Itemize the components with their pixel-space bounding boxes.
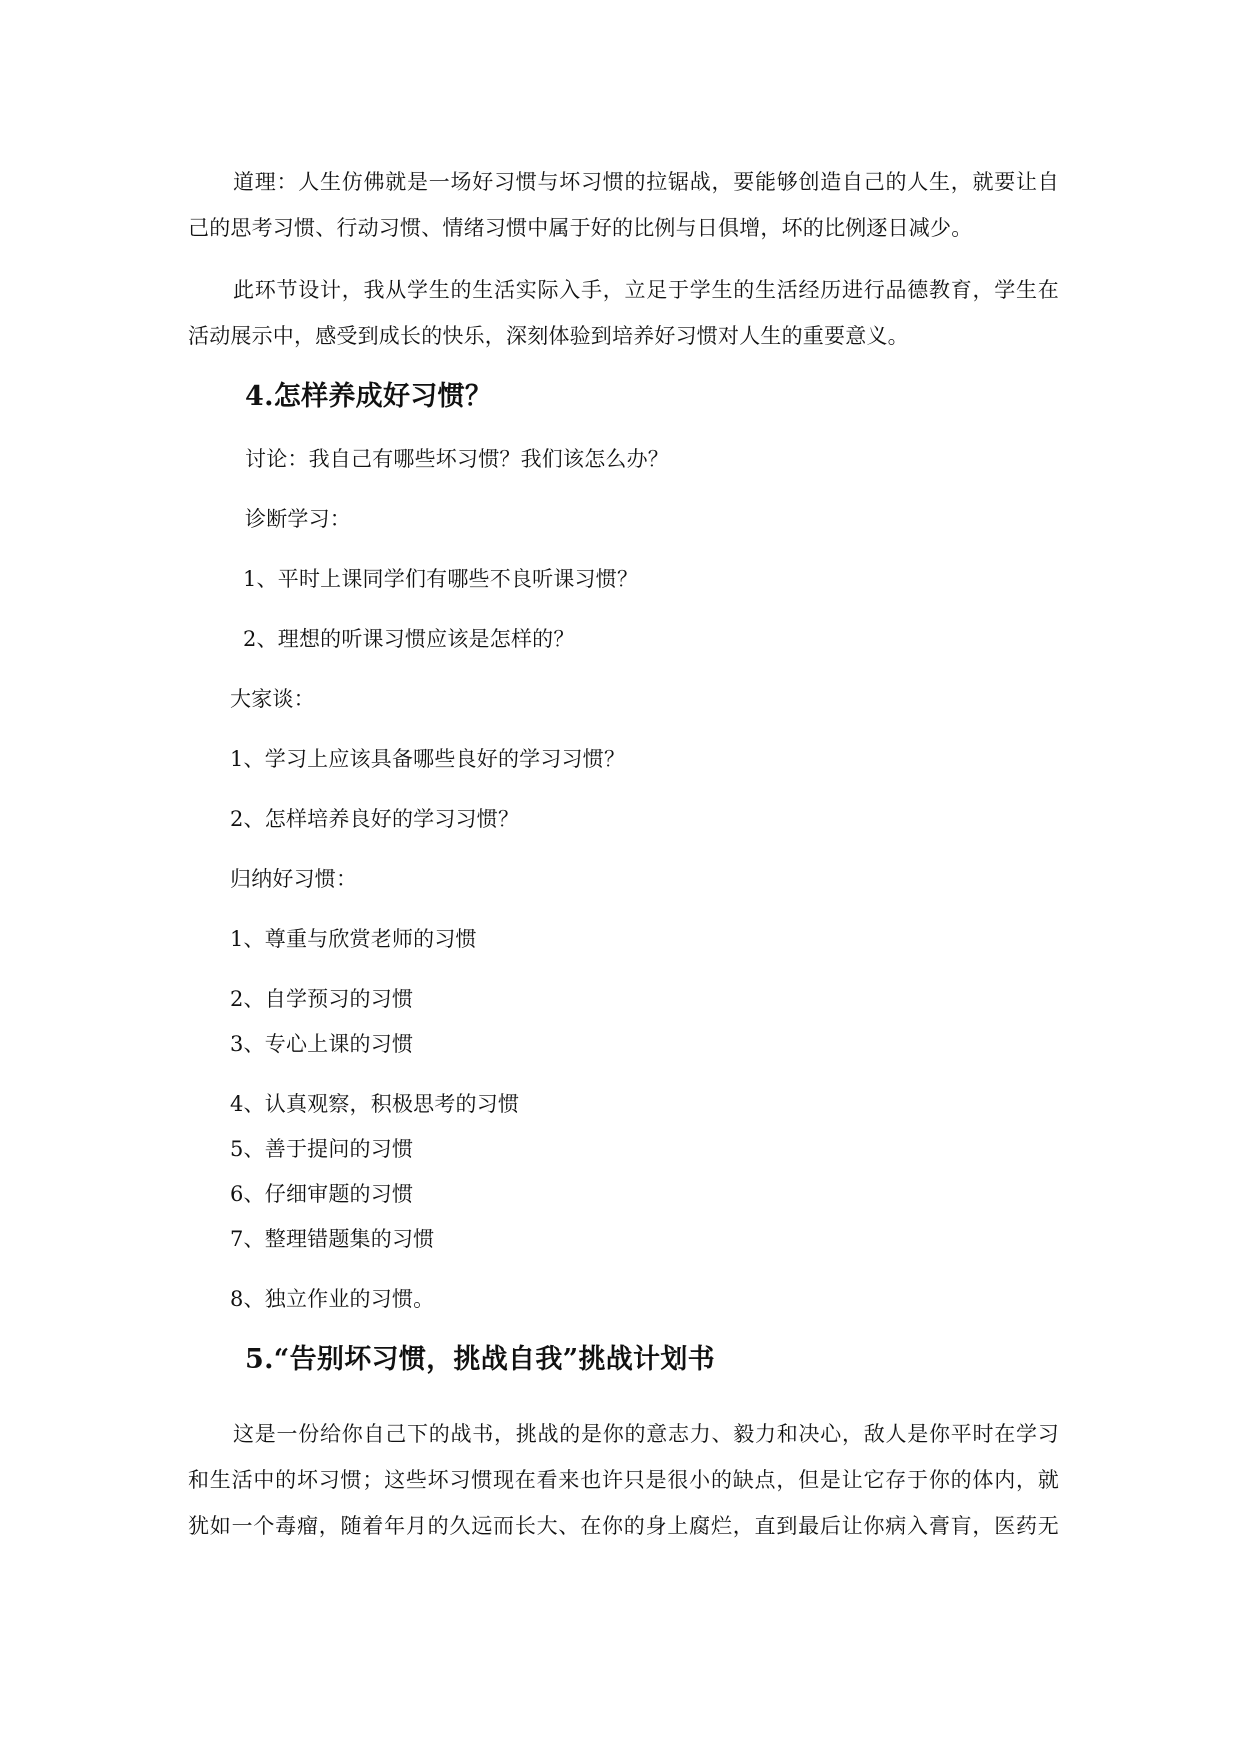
habit-item: 2、自学预习的习惯 <box>230 987 414 1011</box>
paragraph-line: 这是一份给你自己下的战书，挑战的是你的意志力、毅力和决心，敌人是你平时在学习 <box>233 1422 1059 1446</box>
summary-label: 归纳好习惯： <box>230 867 358 891</box>
habit-item: 1、尊重与欣赏老师的习惯 <box>230 927 477 951</box>
diagnosis-label: 诊断学习： <box>245 507 351 531</box>
paragraph-line: 道理：人生仿佛就是一场好习惯与坏习惯的拉锯战，要能够创造自己的人生，就要让自 <box>233 170 1059 194</box>
habit-item: 7、整理错题集的习惯 <box>230 1227 435 1251</box>
habit-item: 4、认真观察，积极思考的习惯 <box>230 1092 520 1116</box>
paragraph-line: 此环节设计，我从学生的生活实际入手，立足于学生的生活经历进行品德教育，学生在 <box>233 278 1059 302</box>
diagnosis-item: 2、理想的听课习惯应该是怎样的？ <box>243 627 575 651</box>
habit-item: 3、专心上课的习惯 <box>230 1032 414 1056</box>
paragraph-line: 活动展示中，感受到成长的快乐，深刻体验到培养好习惯对人生的重要意义。 <box>188 324 909 348</box>
discussion-line: 讨论：我自己有哪些坏习惯？我们该怎么办？ <box>245 447 669 471</box>
habit-item: 6、仔细审题的习惯 <box>230 1182 414 1206</box>
paragraph-line: 己的思考习惯、行动习惯、情绪习惯中属于好的比例与日俱增，坏的比例逐日减少。 <box>188 216 973 240</box>
section-heading: 5.“告别坏习惯，挑战自我”挑战计划书 <box>245 1344 715 1375</box>
habit-item: 8、独立作业的习惯。 <box>230 1287 435 1311</box>
paragraph-line: 和生活中的坏习惯；这些坏习惯现在看来也许只是很小的缺点，但是让它存于你的体内，就 <box>188 1468 1059 1492</box>
habit-item: 5、善于提问的习惯 <box>230 1137 414 1161</box>
section-heading: 4.怎样养成好习惯？ <box>245 381 493 412</box>
diagnosis-item: 1、平时上课同学们有哪些不良听课习惯？ <box>243 567 639 591</box>
paragraph-line: 犹如一个毒瘤，随着年月的久远而长大、在你的身上腐烂，直到最后让你病入膏肓，医药无 <box>188 1514 1059 1538</box>
talk-item: 1、学习上应该具备哪些良好的学习习惯？ <box>230 747 626 771</box>
talk-label: 大家谈： <box>230 687 315 711</box>
talk-item: 2、怎样培养良好的学习习惯？ <box>230 807 520 831</box>
